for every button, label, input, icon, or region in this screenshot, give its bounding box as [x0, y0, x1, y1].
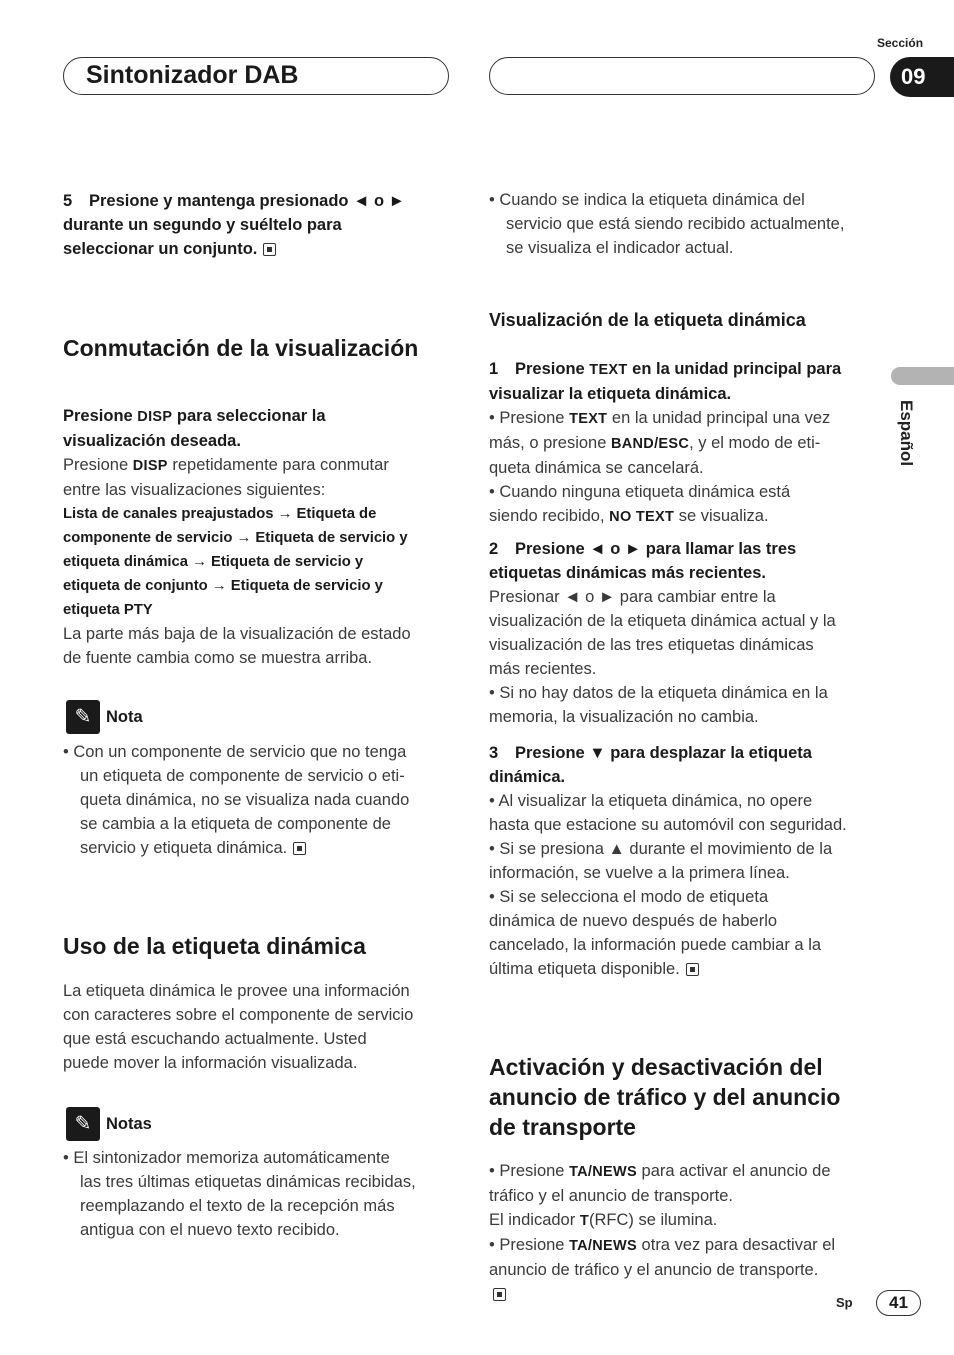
step-5: 5 Presione y mantenga presionado ◄ o ► durante un segundo y suéltelo para seleccionar un conjunto. [63, 192, 405, 258]
note-block [66, 700, 456, 734]
left-column [63, 189, 453, 261]
note-pencil-icon: ✎ [66, 1107, 100, 1141]
end-mark-icon [686, 963, 699, 976]
page-number: 41 [876, 1290, 921, 1316]
activacion-section [489, 1052, 881, 1142]
step-2: 2 Presione ◄ o ► para llamar las tres etiquetas dinámicas más recientes. Presionar ◄ o ► para cambiar entre la visualización de la etiqueta dinámica actual y la visualización de las tres etiquetas dinámicas más recientes. • Si no hay datos de la etiqueta dinámica en la memoria, la visualización no cambia. [489, 540, 836, 726]
section-number: 09 [890, 57, 954, 97]
note-line: • Con un componente de servicio que no tenga [63, 743, 407, 761]
step-3: 3 Presione ▼ para desplazar la etiqueta dinámica. • Al visualizar la etiqueta dinámica, no opere hasta que estacione su automóvil con seguridad. • Si se presiona ▲ durante el movimiento de la información, se vuelve a la primera línea. • Si se selecciona el modo de etiqueta dinámica de nuevo después de haberlo cancelado, la información puede cambiar a la última etiqueta disponible. [489, 744, 847, 978]
header-title-pill [63, 57, 449, 95]
vis-heading-block [489, 308, 881, 332]
footer-language: Sp [836, 1295, 853, 1310]
section-label: Sección [877, 36, 924, 50]
note-text [63, 740, 453, 860]
note-line: queta dinámica, no se visualiza nada cuando [80, 791, 410, 809]
section-heading: Activación y desactivación del anuncio de tráfico y del anuncio de transporte [489, 1054, 841, 1140]
activacion-body: • Presione TA/NEWS para activar el anuncio de tráfico y el anuncio de transporte. El indicador T(RFC) se ilumina. • Presione TA/NEWS otra vez para desactivar el anuncio de tráfico y el anuncio de transporte. [489, 1159, 881, 1306]
paragraph: La parte más baja de la visualización de estado de fuente cambia como se muestra arriba. [63, 625, 411, 667]
note-line: un etiqueta de componente de servicio o eti- [80, 767, 405, 785]
note-header: ✎ Nota [66, 700, 456, 734]
uso-body: La etiqueta dinámica le provee una información con caracteres sobre el componente de servicio que está escuchando actualmente. Usted puede mover la información visualizada. [63, 982, 414, 1072]
note-pencil-icon: ✎ [66, 700, 100, 734]
uso-section [63, 931, 453, 961]
note-line: servicio y etiqueta dinámica. [63, 836, 453, 860]
display-sequence: Lista de canales preajustados → Etiqueta de componente de servicio → Etiqueta de servicio y etiqueta dinámica → Etiqueta de servicio y etiqueta de conjunto → Etiqueta de servicio y etiqueta PTY [63, 506, 408, 618]
notes-header: ✎ Notas [66, 1107, 456, 1141]
language-tab [891, 367, 954, 385]
conmutacion-body [63, 404, 453, 670]
subsection-heading: Visualización de la etiqueta dinámica [489, 310, 806, 330]
section-heading: Uso de la etiqueta dinámica [63, 933, 366, 959]
instruction: Presione DISP para seleccionar la visualización deseada. [63, 407, 326, 450]
end-mark-icon [293, 842, 306, 855]
language-label: Español [897, 400, 916, 467]
notes-block [66, 1107, 456, 1141]
conmutacion-section [63, 333, 453, 363]
header-blank-pill [489, 57, 875, 95]
step-1: 1 Presione TEXT en la unidad principal para visualizar la etiqueta dinámica. • Presione TEXT en la unidad principal una vez más, o presione BAND/ESC, y el modo de eti- queta dinámica se cancelará. • Cuando ninguna etiqueta dinámica está siendo recibido, NO TEXT se visualiza. [489, 360, 842, 525]
section-heading: Conmutación de la visualización [63, 335, 419, 361]
end-mark-icon [263, 243, 276, 256]
page-title: Sintonizador DAB [86, 61, 299, 89]
right-intro: • Cuando se indica la etiqueta dinámica del servicio que está siendo recibido actualmente, se visualiza el indicador actual. [489, 191, 845, 257]
paragraph: Presione DISP repetidamente para conmutar entre las visualizaciones siguientes: [63, 456, 389, 499]
note-line: se cambia a la etiqueta de componente de [80, 815, 391, 833]
notes-text: • El sintonizador memoriza automáticamente las tres últimas etiquetas dinámicas recibidas, reemplazando el texto de la recepción más antigua con el nuevo texto recibido. [63, 1149, 416, 1239]
end-mark-icon [493, 1288, 506, 1301]
